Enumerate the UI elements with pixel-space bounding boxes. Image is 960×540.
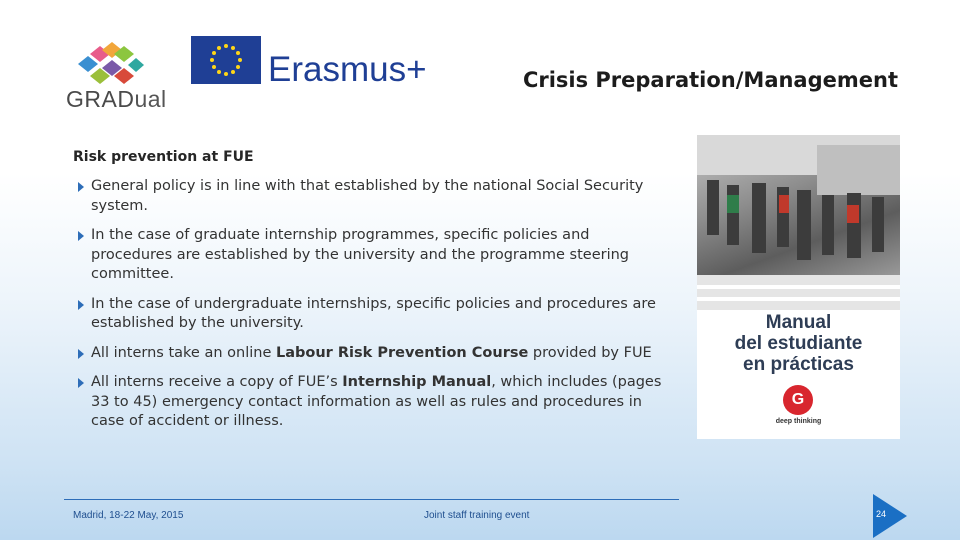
- manual-title-line: del estudiante: [734, 333, 863, 354]
- crowd-illustration-icon: [697, 135, 900, 310]
- manual-cover-photo: [697, 135, 900, 310]
- bullet-text: General policy is in line with that established by the national Social Security system.: [91, 178, 644, 214]
- gradual-logo-suffix: ual: [134, 86, 167, 112]
- bullet-item: [78, 295, 668, 334]
- bullet-arrow-icon: [78, 300, 84, 310]
- footer-event: Joint staff training event: [424, 510, 530, 521]
- bullet-list: [78, 177, 668, 442]
- gradual-logo-text: [66, 86, 167, 113]
- eu-flag-icon: [191, 36, 261, 84]
- bullet-bold-text: Internship Manual: [342, 374, 492, 390]
- footer-divider: [64, 499, 679, 500]
- bullet-item: [78, 373, 668, 432]
- bullet-text: All interns receive a copy of FUE’s: [91, 374, 343, 390]
- page-title: Crisis Preparation/Management: [522, 68, 898, 92]
- manual-brand-text: deep thinking: [775, 418, 822, 425]
- bullet-arrow-icon: [78, 378, 84, 388]
- bullet-text: All interns take an online: [91, 344, 276, 361]
- bullet-text: In the case of undergraduate internships, specific policies and procedures are established by the university.: [91, 295, 656, 331]
- bullet-arrow-icon: [78, 349, 84, 359]
- gradual-logo-main: GRAD: [66, 86, 135, 112]
- bullet-text-after: , which includes (pages 33 to 45) emergency contact information as well as rules and procedures in case of accident or illness.: [91, 374, 662, 429]
- bullet-item: [78, 177, 668, 216]
- erasmus-logo-text: Erasmus+: [268, 50, 427, 89]
- bullet-bold-text: Labour Risk Prevention Course: [275, 344, 529, 361]
- fue-logo-icon: G: [783, 385, 813, 415]
- page-number: 24: [876, 509, 887, 519]
- bullet-text: In the case of graduate internship programmes, specific policies and procedures are established by the university and the programme steering committee.: [91, 227, 630, 282]
- manual-title-line: Manual: [765, 312, 832, 333]
- bullet-text-after: provided by FUE: [528, 344, 652, 361]
- bullet-item: [78, 226, 668, 285]
- bullet-arrow-icon: [78, 182, 84, 192]
- manual-title-line: en prácticas: [743, 354, 854, 375]
- manual-cover-title: [697, 312, 900, 375]
- bullet-item: [78, 344, 668, 364]
- bullet-arrow-icon: [78, 231, 84, 241]
- section-heading: Risk prevention at FUE: [73, 149, 254, 165]
- manual-cover-image: [697, 135, 900, 439]
- footer-date: Madrid, 18-22 May, 2015: [73, 510, 184, 521]
